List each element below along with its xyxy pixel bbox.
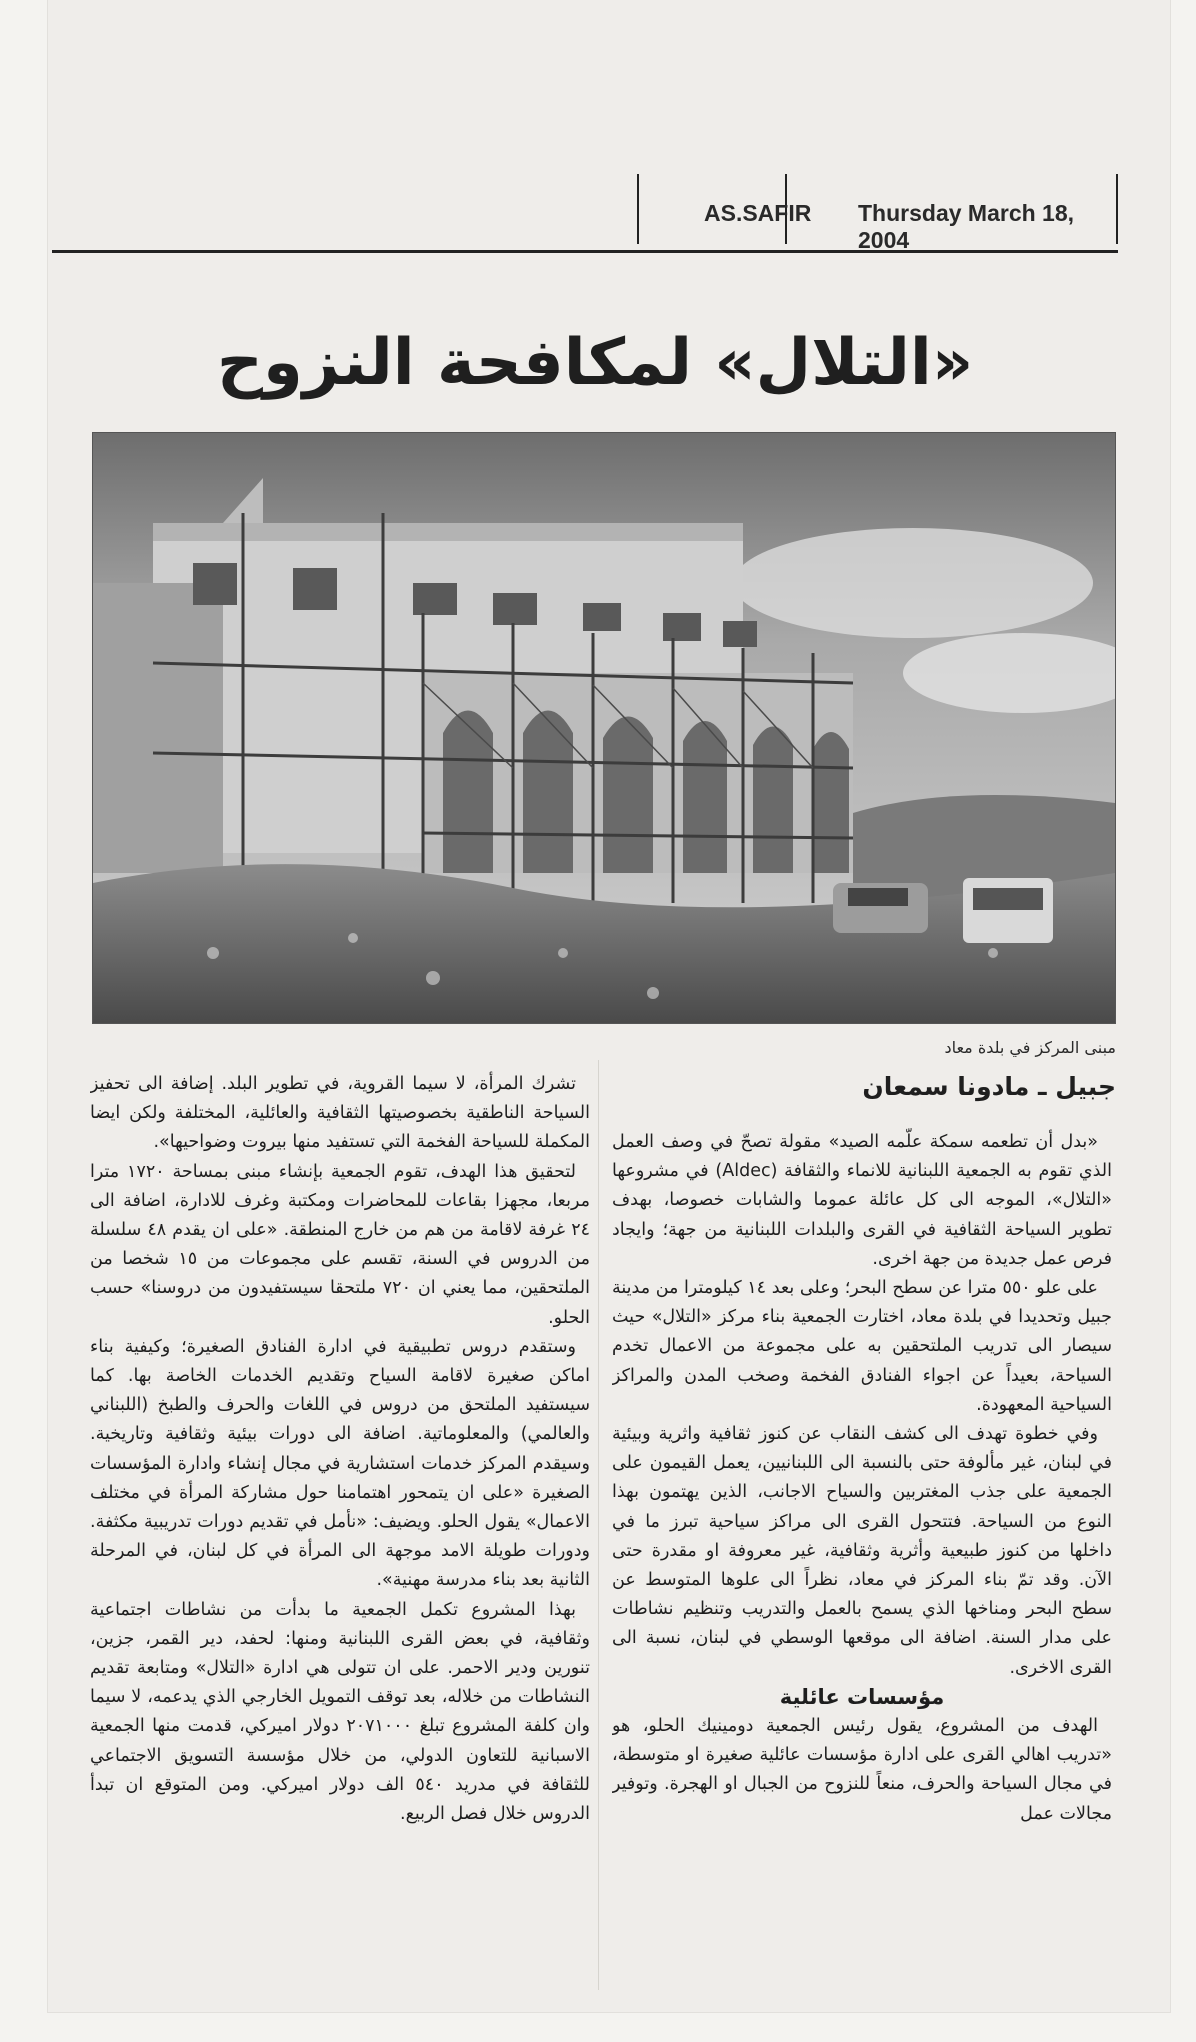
masthead-divider [637, 174, 639, 244]
article-byline: جبيل ـ مادونا سمعان [862, 1072, 1116, 1101]
article-paragraph: لتحقيق هذا الهدف، تقوم الجمعية بإنشاء مبنى بمساحة ١٧٢٠ مترا مربعا، مجهزا بقاعات للمحاضرات ومكتبة وغرف للادارة، اضافة الى ٢٤ غرفة لاقامة من هم من خارج المنطقة. «على ان يقدم ٤٨ سلسلة من الدروس في السنة، تقسم على مجموعات من ١٥ شخصا من الملتحقين، مما يعني ان ٧٢٠ ملتحقا سيستفيدون من دروسنا» حسب الحلو. [90, 1161, 590, 1328]
article-paragraph: «بدل أن تطعمه سمكة علّمه الصيد» مقولة تصحّ في وصف العمل الذي تقوم به الجمعية اللبنانية للانماء والثقافة (Aldec) في مشروعها «التلال»، الموجه الى كل عائلة عموما والشابات خصوصا، بهدف تطوير السياحة الثقافية في القرى والبلدات اللبنانية من جهة؛ وايجاد فرص عمل جديدة من جهة اخرى. [612, 1132, 1112, 1269]
article-paragraph: بهذا المشروع تكمل الجمعية ما بدأت من نشاطات اجتماعية وثقافية، في بعض القرى اللبنانية ومنها: لحفد، دير القمر، جزين، تنورين ودير الاحمر. على ان تتولى هي ادارة «التلال» ومتابعة تقديم النشاطات من خلاله، بعد توقف التمويل الخارجي الذي يدعمه، لا سيما وان كلفة المشروع تبلغ ٢٠٧١٠٠٠ دولار اميركي، قدمت منها الجمعية الاسبانية للتعاون الدولي، من خلال مؤسسة التسويق الاجتماعي للثقافة في مدريد ٥٤٠ الف دولار اميركي. ومن المتوقع ان تبدأ الدروس خلال فصل الربيع. [90, 1599, 590, 1825]
masthead [52, 172, 1118, 253]
article-photo [92, 432, 1116, 1024]
column-divider [598, 1060, 599, 1990]
building-under-construction-photo [93, 433, 1115, 1023]
publication-date: Thursday March 18, 2004 [858, 200, 1075, 253]
newspaper-name: AS.SAFIR [704, 200, 812, 226]
article-paragraph: وستقدم دروس تطبيقية في ادارة الفنادق الصغيرة؛ وكيفية بناء اماكن صغيرة لاقامة السياح وتقديم الخدمات الخاصة بها. كما سيستفيد الملتحق من دروس في اللغات والحرف والطبخ (اللبناني والعالمي) والمعلوماتية. اضافة الى دورات بيئية وثقافية وتاريخية. وسيقدم المركز خدمات استشارية في مجال إنشاء وادارة المؤسسات الصغيرة «على ان يتمحور اهتمامنا حول مشاركة المرأة في مختلف الاعمال» يقول الحلو. ويضيف: «نأمل في تقديم دورات تدريبية مكثفة. ودورات طويلة الامد موجهة الى المرأة في كل لبنان، في المرحلة الثانية بعد بناء مدرسة مهنية». [90, 1336, 590, 1591]
article-paragraph: الهدف من المشروع، يقول رئيس الجمعية دومينيك الحلو، هو «تدريب اهالي القرى على ادارة مؤسسات عائلية صغيرة او متوسطة، في مجال السياحة والحرف، منعاً للنزوح من الجبال او الهجرة. وتوفير مجالات عمل [612, 1716, 1112, 1824]
article-column-right [612, 1128, 1112, 1998]
article-paragraph: وفي خطوة تهدف الى كشف النقاب عن كنوز ثقافية واثرية وبيئية في لبنان، غير مألوفة حتى بالنسبة الى اللبنانيين، يعمل القيمون على الجمعية على جذب المغتربين والسياح الاجانب، الذين يهتمون بهذا النوع من السياحة. فتتحول القرى الى مراكز سياحية تبرز ما في داخلها من كنوز طبيعية وأثرية وثقافية، غير معروفة او مقدرة حتى الآن. وقد تمّ بناء المركز في معاد، نظراً الى علوها المتوسط عن سطح البحر ومناخها الذي يسمح بالعمل والتدريب وتنظيم نشاطات على مدار السنة. اضافة الى موقعها الوسطي في لبنان، نسبة الى القرى الاخرى. [612, 1424, 1112, 1678]
article-headline: «التلال» لمكافحة النزوح [216, 326, 974, 400]
section-subheading: مؤسسات عائلية [779, 1684, 945, 1709]
article-paragraph: على علو ٥٥٠ مترا عن سطح البحر؛ وعلى بعد ١٤ كيلومترا من مدينة جبيل وتحديدا في بلدة معاد، اختارت الجمعية بناء مركز «التلال» حيث سيصار الى تدريب الملتحقين به على مجموعة من الاعمال تخدم السياحة، بعيداً عن اجواء الفنادق الفخمة وصخب المدن والمراكز السياحية المعهودة. [612, 1278, 1112, 1415]
article-paragraph: تشرك المرأة، لا سيما القروية، في تطوير البلد. إضافة الى تحفيز السياحة الناطقية بخصوصيتها الثقافية والعائلية، المختلفة ولكن ايضا المكملة للسياحة الفخمة التي تستفيد منها بيروت وضواحيها». [90, 1074, 590, 1153]
article-column-left [90, 1070, 590, 2005]
photo-caption: مبنى المركز في بلدة معاد [944, 1038, 1116, 1057]
